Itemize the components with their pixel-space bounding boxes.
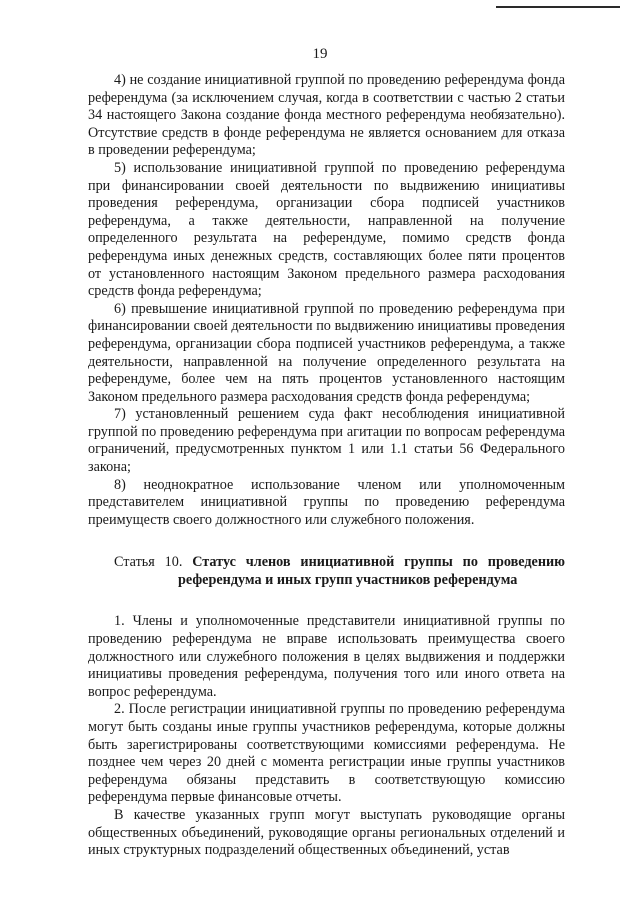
article-heading — [88, 553, 565, 589]
list-item-6: 6) превышение инициативной группой по проведению референдума при финансировании своей деятельности по выдвижению инициативы проведения референдума, организации сбора подписей участников референдума, а также деятельности, направленной на получение определенного результата на референдуме, более чем на пять процентов установленного настоящим Законом предельного размера расходования средств фонда референдума; — [88, 300, 565, 405]
article-title: Статус членов инициативной группы по проведению референдума и иных групп участников референдума — [178, 554, 566, 589]
article-paragraph-1: 1. Члены и уполномоченные представители инициативной группы по проведению референдума не вправе использовать преимущества своего должностного или служебного положения в целях выдвижения и поддержки инициативы проведения референдума, получения того или иного ответа на вопрос референдума. — [88, 613, 565, 700]
article-paragraph-3: В качестве указанных групп могут выступать руководящие органы общественных объединений, руководящие органы региональных отделений и иных структурных подразделений общественных объединений, устав — [88, 806, 565, 859]
article-number: Статья 10. — [114, 554, 183, 571]
list-item-7: 7) установленный решением суда факт несоблюдения инициативной группой по проведению референдума при агитации по вопросам референдума ограничений, предусмотренных пунктом 1 или 1.1 статьи 56 Федерального закона; — [88, 406, 565, 476]
article-paragraph-2: 2. После регистрации инициативной группы по проведению референдума могут быть созданы иные группы участников референдума, которые должны быть зарегистрированы соответствующими комиссиями референдума. Не позднее чем через 20 дней с момента регистрации иные группы участников референдума обязаны представить в соответствующую комиссию референдума первые финансовые отчеты. — [88, 701, 565, 806]
list-item-8: 8) неоднократное использование членом или уполномоченным представителем инициативной группы по проведению референдума преимуществ своего должностного или служебного положения. — [88, 476, 565, 528]
list-item-5: 5) использование инициативной группой по проведению референдума при финансировании своей деятельности по выдвижению инициативы проведения референдума, организации сбора подписей участников референдума, а также деятельности, направленной на получение определенного результата на референдуме, помимо средств фонда референдума иных денежных средств, составляющих более пяти процентов от установленного настоящим Законом предельного размера расходования средств фонда референдума; — [88, 159, 565, 300]
list-item-4: 4) не создание инициативной группой по проведению референдума фонда референдума (за исключением случая, когда в соответствии с частью 2 статьи 34 настоящего Закона создание фонда местного референдума необязательно). Отсутствие средств в фонде референдума не является основанием для отказа в проведении референдума; — [88, 72, 565, 159]
document-body — [88, 72, 565, 860]
page-number: 19 — [312, 46, 328, 62]
top-edge-rule — [496, 6, 620, 8]
